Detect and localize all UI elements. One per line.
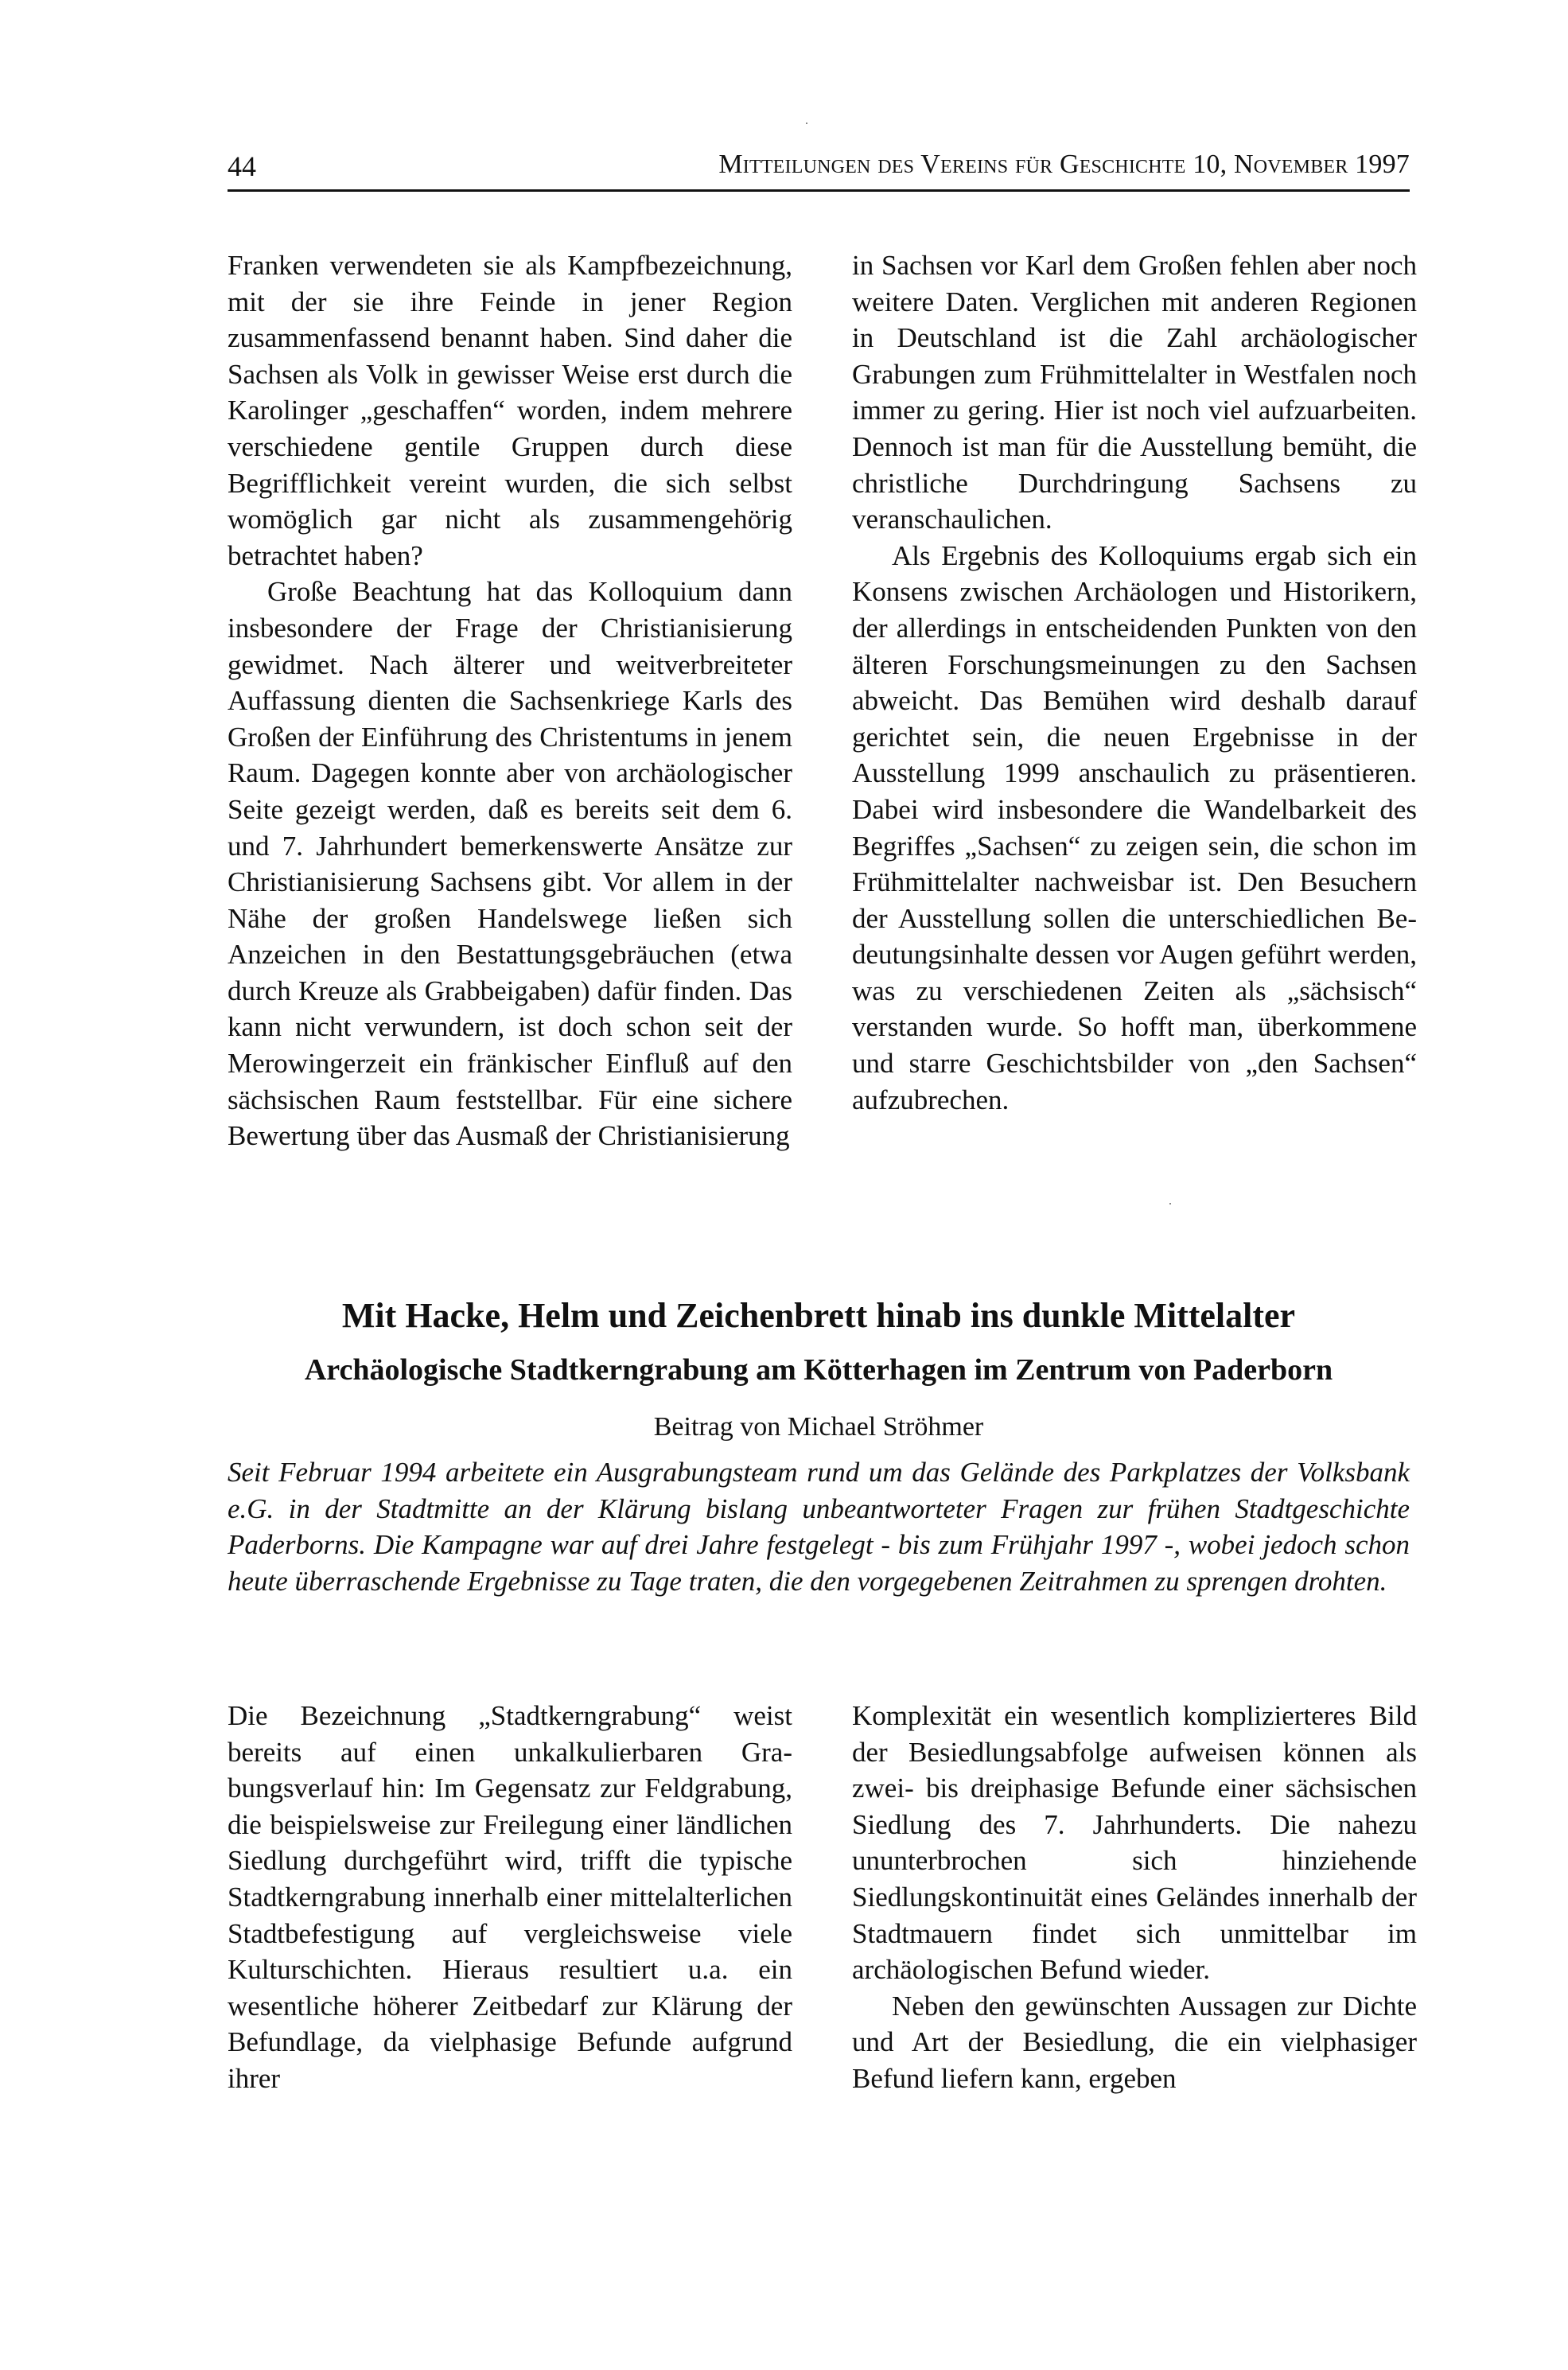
- article-abstract: Seit Februar 1994 arbeitete ein Ausgrabungsteam rund um das Gelände des Parkplatzes der Volksbank e.G. in der Stadtmitte an der Klärung bislang unbeantworteter Fragen zur frühen Stadtgeschichte Paderborns. Die Kampagne war auf drei Jahre festgelegt - bis zum Frühjahr 1997 -, wobei jedoch schon heute überraschende Ergebnisse zu Tage traten, die den vorgegebenen Zeitrahmen zu sprengen drohten.: [228, 1457, 1410, 1597]
- article-title: Mit Hacke, Helm und Zeichenbrett hinab ins dunkle Mittelalter: [341, 1296, 1296, 1335]
- article-subtitle: Archäologische Stadtkerngrabung am Kötterhagen im Zentrum von Paderborn: [304, 1353, 1333, 1387]
- byline: Beitrag von Michael Ströhmer: [653, 1412, 984, 1442]
- scan-speck: [806, 123, 807, 124]
- paragraph: Große Beachtung hat das Kolloquium dann insbesondere der Frage der Christianisierung gewidmet. Nach älterer und weitverbreiteter Auffassung dienten die Sachsenkriege Karls des Großen der Einführung des Christentums in jenem Raum. Dagegen konnte aber von archäologischer Seite gezeigt werden, daß es bereits seit dem 6. und 7. Jahrhundert bemerkenswerte Ansätze zur Christianisierung Sachsens gibt. Vor allem in der Nähe der großen Handelswege ließen sich Anzeichen in den Bestattungsgebräuchen (etwa durch Kreuze als Grabbeigaben) dafür finden. Das kann nicht verwundern, ist doch schon seit der Merowingerzeit ein fränkischer Einfluß auf den sächsischen Raum feststellbar. Für eine sichere Bewertung über das Ausmaß der Christianisierung: [228, 576, 792, 1152]
- page-number: 44: [228, 150, 256, 182]
- paragraph: Komplexität ein wesentlich komplizierteres Bild der Besiedlungsabfolge aufweisen können als zwei- bis dreiphasige Befunde einer sächsischen Siedlung des 7. Jahrhunderts. Die nahezu ununterbrochen sich hinziehende Siedlungskontinuität eines Geländes innerhalb der Stadtmauern findet sich unmittelbar im archäologischen Befund wieder.: [852, 1700, 1417, 1986]
- column-top-right: [852, 247, 1417, 1118]
- column-bottom-left: [228, 1698, 792, 2097]
- running-head: Mitteilungen des Vereins für Geschichte 10, November 1997: [718, 150, 1410, 179]
- paragraph: Franken verwendeten sie als Kampfbezeichnung, mit der sie ihre Feinde in jener Region zusammenfassend benannt haben. Sind daher die Sachsen als Volk in gewisser Weise erst durch die Karolinger „geschaffen“ worden, indem mehrere verschiedene gentile Gruppen durch diese Begrifflichkeit vereint wurden, die sich selbst womöglich gar nicht als zusammengehörig betrachtet haben?: [228, 250, 792, 571]
- scan-speck: [1169, 1203, 1171, 1204]
- column-top-left: [228, 247, 792, 1154]
- page-header: [228, 148, 1410, 192]
- column-bottom-right: [852, 1698, 1417, 2097]
- paragraph: Als Ergebnis des Kolloquiums ergab sich ein Konsens zwischen Archäologen und Historikern, der allerdings in entscheidenden Punkten von den älteren Forschungsmeinungen zu den Sachsen abweicht. Das Bemühen wird deshalb darauf gerichtet sein, die neuen Ergebnisse in der Ausstellung 1999 anschaulich zu präsentieren. Dabei wird insbesondere die Wandelbarkeit des Begriffes „Sachsen“ zu zeigen sein, die schon im Frühmittelalter nachweisbar ist. Den Besuchern der Ausstellung sollen die unterschiedlichen Bedeutungsinhalte dessen vor Augen geführt werden, was zu verschiedenen Zeiten als „sächsisch“ verstanden wurde. So hofft man, überkommene und starre Geschichtsbilder von „den Sachsen“ aufzubrechen.: [852, 539, 1417, 1115]
- paragraph: Die Bezeichnung „Stadtkerngrabung“ weist bereits auf einen unkalkulierbaren Grabungsverlauf hin: Im Gegensatz zur Feldgrabung, die beispielsweise zur Freilegung einer ländlichen Siedlung durchgeführt wird, trifft die typische Stadtkerngrabung innerhalb einer mittelalterlichen Stadtbefestigung auf vergleichsweise viele Kulturschichten. Hieraus resultiert u.a. ein wesentliche höherer Zeitbedarf zur Klärung der Befundlage, da vielphasige Befunde aufgrund ihrer: [228, 1700, 792, 2094]
- paragraph: in Sachsen vor Karl dem Großen fehlen aber noch weitere Daten. Verglichen mit anderen Regionen in Deutschland ist die Zahl archäologischer Grabungen zum Frühmittelalter in Westfalen noch immer zu gering. Hier ist noch viel aufzuarbeiten. Dennoch ist man für die Ausstellung bemüht, die christliche Durchdringung Sachsens zu veranschaulichen.: [852, 250, 1417, 535]
- paragraph: Neben den gewünschten Aussagen zur Dichte und Art der Besiedlung, die ein vielphasiger Befund liefern kann, ergeben: [852, 1990, 1417, 2094]
